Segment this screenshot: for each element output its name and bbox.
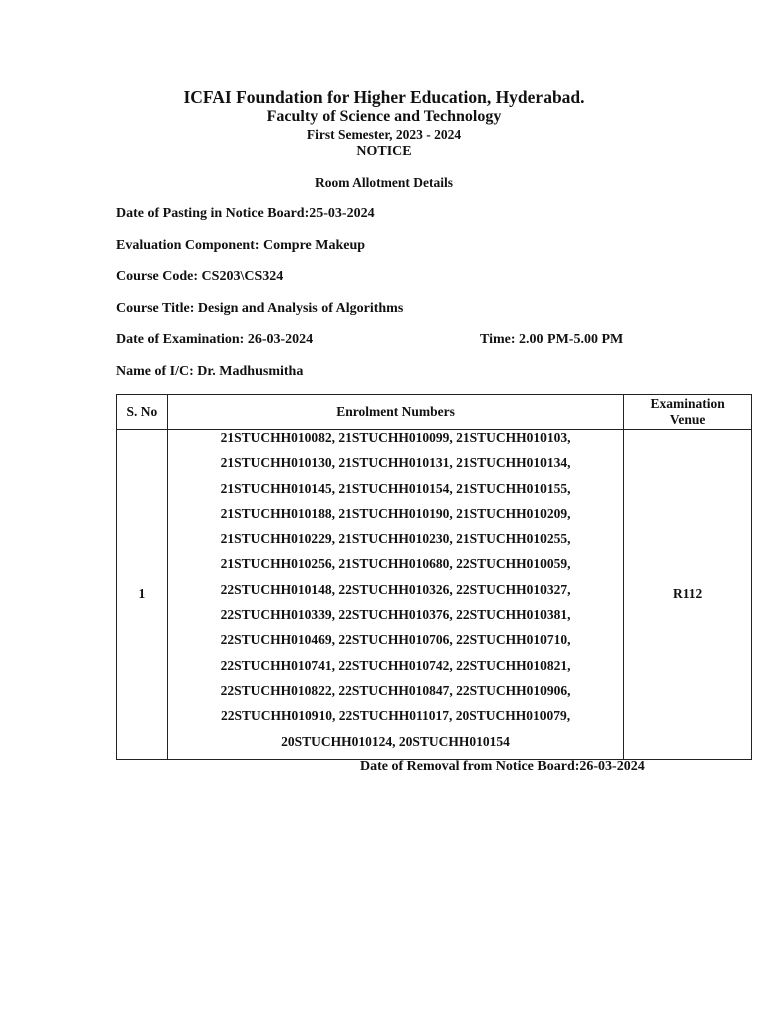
pasting-date: Date of Pasting in Notice Board:25-03-2024	[116, 206, 375, 221]
enrolment-line: 22STUCHH010339, 22STUCHH010376, 22STUCHH010381,	[220, 607, 571, 623]
table-row	[117, 430, 752, 760]
enrolment-line: 21STUCHH010082, 21STUCHH010099, 21STUCHH010103,	[220, 430, 571, 445]
evaluation-component: Evaluation Component: Compre Makeup	[116, 238, 366, 253]
table-header-row	[117, 395, 752, 430]
enrolment-line: 20STUCHH010124, 20STUCHH010154	[281, 733, 510, 749]
enrolment-line: 21STUCHH010229, 21STUCHH010230, 21STUCHH010255,	[220, 531, 571, 547]
header-sno: S. No	[117, 395, 168, 430]
course-title: Course Title: Design and Analysis of Algorithms	[116, 301, 404, 316]
removal-date: Date of Removal from Notice Board:26-03-2024	[360, 759, 645, 774]
enrolment-line: 21STUCHH010145, 21STUCHH010154, 21STUCHH010155,	[220, 480, 571, 496]
enrolment-line: 22STUCHH010148, 22STUCHH010326, 22STUCHH010327,	[220, 581, 571, 597]
exam-time: Time: 2.00 PM-5.00 PM	[480, 332, 624, 347]
enrolment-line: 21STUCHH010188, 21STUCHH010190, 21STUCHH010209,	[220, 505, 571, 521]
faculty-name: Faculty of Science and Technology	[266, 108, 502, 125]
enrolment-line: 22STUCHH010822, 22STUCHH010847, 22STUCHH010906,	[220, 682, 571, 698]
course-code: Course Code: CS203\CS324	[116, 269, 284, 284]
exam-date: Date of Examination: 26-03-2024	[116, 332, 314, 347]
room-allotment-table	[116, 394, 752, 760]
enrolment-line: 22STUCHH010469, 22STUCHH010706, 22STUCHH010710,	[220, 632, 571, 648]
enrolment-line: 21STUCHH010256, 21STUCHH010680, 22STUCHH010059,	[220, 556, 571, 572]
header-venue-line2: Venue	[669, 412, 706, 427]
instructor-name: Name of I/C: Dr. Madhusmitha	[116, 364, 304, 379]
room-allotment-heading: Room Allotment Details	[315, 175, 453, 190]
enrolment-line: 22STUCHH010910, 22STUCHH011017, 20STUCHH010079,	[220, 708, 571, 724]
header-enrolment: Enrolment Numbers	[167, 395, 623, 430]
row-enrolment-numbers	[167, 430, 623, 760]
enrolment-line: 22STUCHH010741, 22STUCHH010742, 22STUCHH010821,	[220, 657, 571, 673]
row-venue: R112	[624, 430, 752, 760]
header-venue-line1: Examination	[650, 396, 725, 411]
enrolment-line: 21STUCHH010130, 21STUCHH010131, 21STUCHH010134,	[220, 455, 571, 471]
notice-heading: NOTICE	[356, 144, 412, 159]
header-venue	[624, 395, 752, 430]
row-sno: 1	[117, 430, 168, 760]
semester-label: First Semester, 2023 - 2024	[306, 127, 462, 142]
institution-name: ICFAI Foundation for Higher Education, Hyderabad.	[183, 87, 585, 107]
